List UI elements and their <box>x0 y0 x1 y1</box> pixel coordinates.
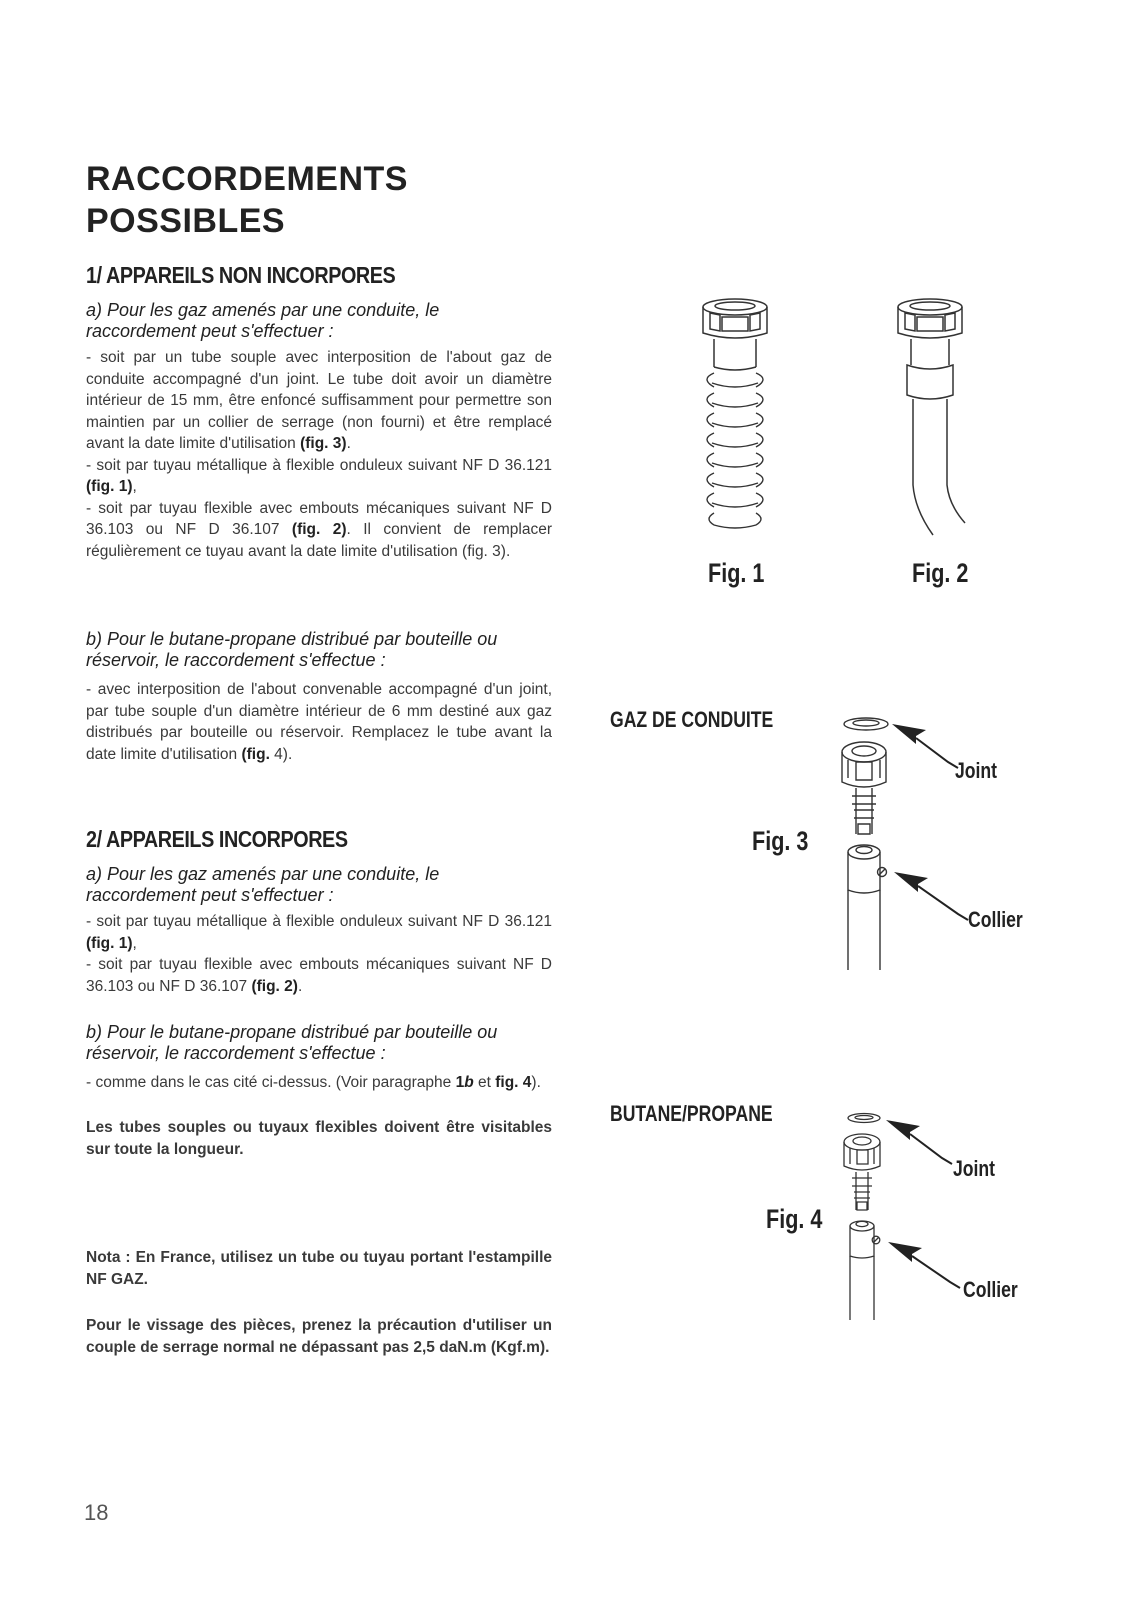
fig2-flexible-hose-illustration <box>885 295 975 545</box>
page-title <box>86 158 408 242</box>
fig3-label: Fig. 3 <box>752 826 809 856</box>
section1-a-body <box>86 347 552 562</box>
collier-arrow-icon <box>888 1242 960 1288</box>
fig3-joint-label: Joint <box>955 758 998 783</box>
list-item: - soit par un tube souple avec interposition de l'about gaz de conduite accompagné d'un joint. Le tube doit avoir un diamètre intérieur de 15 mm, être enfoncé suffisamment pour permettre son maintien par un collier de serrage (non fourni) et être remplacé avant la date limite d'utilisation (fig. 3). <box>86 349 552 452</box>
list-item: - soit par tuyau flexible avec embouts mécaniques suivant NF D 36.103 ou NF D 36.107 (fig. 2). Il convient de remplacer régulièrement ce tuyau avant la date limite d'utilisation (fig. 3). <box>86 499 553 560</box>
section1-b-body <box>86 679 552 765</box>
joint-arrow-icon <box>892 724 958 768</box>
list-item: - comme dans le cas cité ci-dessus. (Voir paragraphe 1b et fig. 4). <box>86 1074 541 1091</box>
section1-b-intro: b) Pour le butane-propane distribué par bouteille ou réservoir, le raccordement s'effectue : <box>86 629 498 670</box>
butane-propane-label: BUTANE/PROPANE <box>610 1101 773 1126</box>
title-line2: POSSIBLES <box>86 202 286 240</box>
vissage-note: Pour le vissage des pièces, prenez la précaution d'utiliser un couple de serrage normal ne dépassant pas 2,5 daN.m (Kgf.m). <box>86 1317 552 1356</box>
list-item: - soit par tuyau flexible avec embouts mécaniques suivant NF D 36.103 ou NF D 36.107 (fig. 2). <box>86 956 552 995</box>
fig2-label: Fig. 2 <box>912 558 969 588</box>
joint-arrow-icon <box>886 1120 952 1164</box>
section2-a-intro: a) Pour les gaz amenés par une conduite, le raccordement peut s'effectuer : <box>86 864 440 905</box>
fig1-corrugated-hose-illustration <box>690 295 780 535</box>
fig4-connection-illustration <box>830 1100 970 1330</box>
list-item: - soit par tuyau métallique à flexible onduleux suivant NF D 36.121 (fig. 1), <box>86 913 552 952</box>
section2-heading: 2/ APPAREILS INCORPORES <box>86 826 348 852</box>
page-number: 18 <box>84 1500 109 1525</box>
fig4-collier-label: Collier <box>963 1277 1018 1302</box>
title-line1: RACCORDEMENTS <box>86 160 408 198</box>
section1-a-intro: a) Pour les gaz amenés par une conduite, le raccordement peut s'effectuer : <box>86 300 440 341</box>
gaz-conduite-label: GAZ DE CONDUITE <box>610 707 774 732</box>
collier-arrow-icon <box>894 872 968 920</box>
fig1-label: Fig. 1 <box>708 558 765 588</box>
section1-heading: 1/ APPAREILS NON INCORPORES <box>86 262 396 288</box>
section2-b-intro: b) Pour le butane-propane distribué par bouteille ou réservoir, le raccordement s'effectue : <box>86 1022 498 1063</box>
nota-note: Nota : En France, utilisez un tube ou tuyau portant l'estampille NF GAZ. <box>86 1249 552 1288</box>
list-item: - avec interposition de l'about convenable accompagné d'un joint, par tube souple d'un diamètre intérieur de 6 mm destiné aux gaz distribués par bouteille ou réservoir. Remplacez le tube avant la date limite d'utilisation (fig. 4). <box>86 681 552 763</box>
fig4-joint-label: Joint <box>953 1156 996 1181</box>
visitable-note: Les tubes souples ou tuyaux flexibles doivent être visitables sur toute la longueur. <box>86 1119 552 1158</box>
fig3-connection-illustration <box>820 700 970 980</box>
section2-a-body <box>86 911 552 997</box>
fig3-collier-label: Collier <box>968 907 1023 932</box>
list-item: - soit par tuyau métallique à flexible onduleux suivant NF D 36.121 (fig. 1), <box>86 456 552 495</box>
fig4-label: Fig. 4 <box>766 1204 823 1234</box>
section2-b-body <box>86 1072 552 1094</box>
